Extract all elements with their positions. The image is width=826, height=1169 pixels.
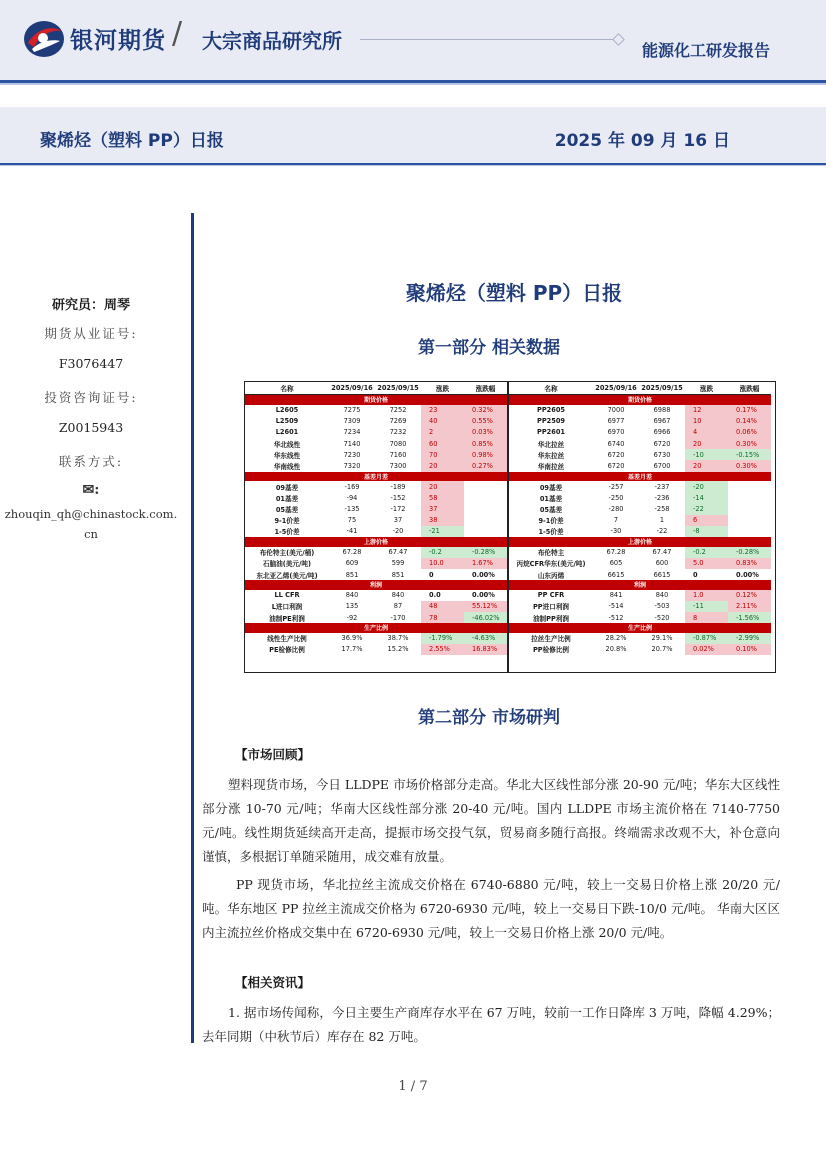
value-current: -514 — [608, 602, 624, 611]
value-current: 75 — [347, 516, 357, 525]
researcher: 研究员：周琴 — [51, 298, 130, 313]
change-value: 48 — [421, 601, 464, 612]
review-para-pp: PP 现货市场，华北拉丝主流成交价格在 6740-6880 元/吨，较上一交易日价格上涨 20/20 元/吨。华东地区 PP 拉丝主流成交价格为 6720-6930 元/吨，较上一交易日下跌-10/0 元/吨。 华南大区区内主流拉丝价格成交集中在 6720-6930 元/吨，较上一交易日价格上涨 20/0 元/吨。 — [202, 877, 780, 940]
change-value: 0.02% — [685, 644, 728, 655]
table-row — [509, 644, 771, 655]
value-current: 20.8% — [605, 645, 627, 654]
change-value: 70 — [421, 449, 464, 460]
table-row — [509, 558, 771, 569]
consult-value: Z0015943 — [58, 420, 124, 435]
table-row — [509, 612, 771, 623]
pe-table — [245, 382, 509, 672]
row-name: 1-5价差 — [274, 528, 300, 537]
column-header: 2025/09/15 — [639, 382, 685, 395]
change-value: -8 — [685, 526, 728, 537]
report-type: 能源化工研发报告 — [641, 41, 770, 60]
change-percent: 0.83% — [728, 558, 771, 569]
change-value: 12 — [685, 405, 728, 416]
table-row — [509, 438, 771, 449]
change-value: -21 — [421, 526, 464, 537]
row-name: LL CFR — [274, 591, 300, 600]
row-name: 布伦特主(美元/桶) — [259, 549, 315, 558]
change-value: 0.0 — [429, 591, 441, 600]
change-value: 40 — [421, 416, 464, 427]
change-percent: -0.15% — [728, 449, 771, 460]
section-label: 基差月差 — [509, 472, 771, 482]
change-value: 10.0 — [421, 558, 464, 569]
value-previous: 6720 — [653, 439, 671, 448]
table-header-row — [509, 382, 771, 395]
change-percent — [728, 515, 771, 526]
change-percent: 0.10% — [728, 644, 771, 655]
row-name: 华东线性 — [273, 451, 301, 460]
section-label: 利润 — [509, 580, 771, 590]
value-current: 7000 — [607, 406, 625, 415]
row-name: 01基差 — [539, 494, 563, 503]
change-percent: 16.83% — [464, 644, 507, 655]
column-header: 涨跌幅 — [464, 382, 507, 395]
value-current: 841 — [609, 591, 623, 600]
table-row — [245, 601, 507, 612]
section-label: 期货价格 — [245, 395, 507, 405]
table-row — [245, 526, 507, 537]
table-row — [245, 460, 507, 471]
value-previous: 6967 — [653, 417, 671, 426]
data-table — [244, 381, 776, 673]
change-value: 37 — [421, 504, 464, 515]
value-previous: 600 — [655, 559, 669, 568]
page-number: 1 / 7 — [398, 1079, 428, 1094]
value-previous: 7232 — [389, 428, 407, 437]
value-previous: 851 — [391, 570, 405, 579]
mail-icon: ✉: — [82, 482, 100, 498]
section-row — [245, 472, 507, 482]
change-percent: 0.00% — [472, 570, 495, 579]
change-value: 4 — [685, 427, 728, 438]
change-percent — [728, 481, 771, 492]
row-name: 山东丙烯 — [537, 571, 565, 580]
row-name: 9-1价差 — [538, 517, 564, 526]
row-name: PE检修比例 — [269, 646, 305, 655]
value-previous: -172 — [390, 505, 406, 514]
row-name: 09基差 — [275, 483, 299, 492]
change-percent: 0.00% — [736, 570, 759, 579]
table-row — [509, 416, 771, 427]
row-name: 东北亚乙烯(美元/吨) — [256, 571, 318, 580]
section-row — [509, 580, 771, 590]
row-name: 布伦特主 — [537, 549, 565, 558]
table-row — [509, 547, 771, 558]
section-row — [245, 537, 507, 547]
value-previous: 1 — [659, 516, 665, 525]
table-row — [245, 416, 507, 427]
value-previous: -170 — [390, 613, 406, 622]
change-percent — [464, 481, 507, 492]
change-value: 78 — [421, 612, 464, 623]
value-current: 6977 — [607, 417, 625, 426]
value-previous: 840 — [391, 591, 405, 600]
change-percent: 0.55% — [464, 416, 507, 427]
table-row — [509, 504, 771, 515]
row-name: PP进口利润 — [532, 603, 570, 612]
table-row — [509, 633, 771, 644]
main-title: 聚烯烃（塑料 PP）日报 — [405, 281, 623, 305]
row-name: 油制PP利润 — [532, 614, 570, 623]
header-divider: / — [172, 16, 183, 51]
sidebar-divider — [191, 213, 194, 1043]
change-value: 2 — [421, 427, 464, 438]
title-bar-rule-light — [0, 165, 826, 166]
change-percent: 0.30% — [728, 438, 771, 449]
value-current: 6720 — [607, 450, 625, 459]
value-current: 6740 — [607, 439, 625, 448]
row-name: 华南拉丝 — [537, 463, 565, 472]
review-para-pe: 塑料现货市场，今日 LLDPE 市场价格部分走高。华北大区线性部分涨 20-90 元/吨；华东大区线性部分涨 10-70 元/吨；华南大区线性部分涨 20-40 元/吨。国内 LLDPE 市场主流价格在 7140-7750 元/吨。线性期货延续高开走高，提振市场交投气氛，贸易商多随行高报。终端需求改观不大，补仓意向谨慎，多根据订单随采随用，成交难有放量。 — [202, 777, 780, 864]
change-value: -22 — [685, 504, 728, 515]
row-name: 油制PE利润 — [269, 614, 305, 623]
row-name: 05基差 — [539, 506, 563, 515]
value-current: 6970 — [607, 428, 625, 437]
row-name: 华南线性 — [273, 463, 301, 472]
section-label: 期货价格 — [509, 395, 771, 405]
doc-date: 2025 年 09 月 16 日 — [554, 131, 730, 151]
value-previous: 6615 — [653, 570, 671, 579]
table-row — [509, 601, 771, 612]
news-para-1: 1. 据市场传闻称，今日主要生产商库存水平在 67 万吨，较前一工作日降库 3 万吨，降幅 4.29%；去年同期（中秋节后）库存在 82 万吨。 — [202, 1005, 780, 1044]
change-value: -0.87% — [685, 633, 728, 644]
change-percent: 0.30% — [728, 460, 771, 471]
table-row — [245, 644, 507, 655]
review-heading: 【市场回顾】 — [235, 747, 311, 762]
value-current: 609 — [345, 559, 359, 568]
row-name: 石脑油(美元/吨) — [263, 560, 311, 569]
value-current: 605 — [609, 559, 623, 568]
section-row — [245, 623, 507, 633]
part1-heading: 第一部分 相关数据 — [418, 338, 560, 358]
row-name: PP检修比例 — [532, 646, 570, 655]
change-value: 1.0 — [685, 590, 728, 601]
table-row — [245, 427, 507, 438]
row-name: 线性生产比例 — [267, 635, 307, 644]
value-current: -257 — [608, 482, 624, 491]
row-name: L2509 — [275, 417, 299, 426]
value-current: 851 — [345, 570, 359, 579]
row-name: L进口利润 — [271, 603, 303, 612]
change-percent — [728, 492, 771, 503]
license-label: 期货从业证号: — [44, 326, 138, 341]
consult-label: 投资咨询证号: — [44, 390, 138, 405]
value-current: -250 — [608, 493, 624, 502]
change-percent: 2.11% — [728, 601, 771, 612]
change-percent: -0.28% — [464, 547, 507, 558]
part2-heading: 第二部分 市场研判 — [418, 708, 560, 728]
value-previous: 20.7% — [651, 645, 673, 654]
change-percent: 0.17% — [728, 405, 771, 416]
column-header: 2025/09/16 — [329, 382, 375, 395]
value-current: 7275 — [343, 406, 361, 415]
table-row — [509, 526, 771, 537]
column-header: 名称 — [509, 382, 593, 395]
section-label: 利润 — [245, 580, 507, 590]
table-row — [245, 504, 507, 515]
value-previous: 6730 — [653, 450, 671, 459]
value-current: 7309 — [343, 417, 361, 426]
row-name: 华北线性 — [273, 440, 301, 449]
page-header — [0, 0, 826, 80]
change-value: -0.2 — [421, 547, 464, 558]
change-percent: 0.85% — [464, 438, 507, 449]
value-current: 28.2% — [605, 634, 627, 643]
change-value: 20 — [685, 438, 728, 449]
section-row — [509, 623, 771, 633]
value-previous: 7269 — [389, 417, 407, 426]
value-current: 7234 — [343, 428, 361, 437]
row-name: PP2509 — [536, 417, 566, 426]
value-previous: 7160 — [389, 450, 407, 459]
value-previous: 7080 — [389, 439, 407, 448]
table-row — [245, 612, 507, 623]
row-name: 拉丝生产比例 — [531, 635, 571, 644]
section-row — [509, 395, 771, 405]
table-row — [245, 558, 507, 569]
change-value: 58 — [421, 492, 464, 503]
row-name: 05基差 — [275, 506, 299, 515]
value-current: -30 — [610, 527, 622, 536]
change-value: 8 — [685, 612, 728, 623]
sidebar — [0, 290, 182, 544]
section-row — [509, 472, 771, 482]
value-previous: 37 — [393, 516, 403, 525]
change-value: 20 — [421, 481, 464, 492]
table-row — [509, 427, 771, 438]
change-percent: 55.12% — [464, 601, 507, 612]
value-current: -41 — [346, 527, 358, 536]
institute-name: 大宗商品研究所 — [202, 29, 342, 53]
change-value: -11 — [685, 601, 728, 612]
value-previous: -237 — [654, 482, 670, 491]
change-value: 0 — [429, 570, 434, 579]
table-row — [245, 492, 507, 503]
license-value: F3076447 — [58, 356, 124, 371]
change-percent — [464, 515, 507, 526]
value-current: 7 — [613, 516, 619, 525]
column-header: 涨跌幅 — [728, 382, 771, 395]
change-percent: 0.03% — [464, 427, 507, 438]
value-previous: 7252 — [389, 406, 407, 415]
row-name: PP2605 — [536, 406, 566, 415]
table-row — [509, 460, 771, 471]
value-previous: 67.47 — [388, 548, 408, 557]
value-current: -280 — [608, 505, 624, 514]
change-value: 2.55% — [421, 644, 464, 655]
header-band-light — [0, 83, 826, 85]
change-value: 5.0 — [685, 558, 728, 569]
column-header: 涨跌 — [685, 382, 728, 395]
change-percent: 0.00% — [472, 591, 495, 600]
change-value: 38 — [421, 515, 464, 526]
change-percent: 0.14% — [728, 416, 771, 427]
section-label: 基差月差 — [245, 472, 507, 482]
table-row — [245, 438, 507, 449]
column-header: 涨跌 — [421, 382, 464, 395]
column-header: 名称 — [245, 382, 329, 395]
value-current: -169 — [344, 482, 360, 491]
value-previous: 6966 — [653, 428, 671, 437]
brand-name: 银河期货 — [70, 28, 166, 54]
value-previous: 6700 — [653, 462, 671, 471]
table-row — [509, 569, 771, 580]
row-name: 丙烷CFR华东(美元/吨) — [516, 560, 586, 569]
table-row — [509, 492, 771, 503]
section-label: 生产比例 — [509, 623, 771, 633]
table-row — [245, 590, 507, 601]
change-value: 6 — [685, 515, 728, 526]
table-row — [245, 481, 507, 492]
value-previous: 15.2% — [387, 645, 409, 654]
contact-label: 联系方式: — [58, 454, 124, 469]
value-previous: -258 — [654, 505, 670, 514]
value-current: -94 — [346, 493, 358, 502]
change-percent — [464, 504, 507, 515]
change-percent: -0.28% — [728, 547, 771, 558]
change-value: 20 — [685, 460, 728, 471]
row-name: 1-5价差 — [538, 528, 564, 537]
row-name: 01基差 — [275, 494, 299, 503]
table-row — [245, 515, 507, 526]
table-row — [245, 405, 507, 416]
doc-title: 聚烯烃（塑料 PP）日报 — [40, 131, 224, 151]
value-previous: 87 — [393, 602, 403, 611]
value-previous: -520 — [654, 613, 670, 622]
change-percent — [728, 504, 771, 515]
value-previous: 67.47 — [652, 548, 672, 557]
row-name: PP CFR — [537, 591, 565, 600]
change-value: 20 — [421, 460, 464, 471]
row-name: 华东拉丝 — [537, 451, 565, 460]
value-current: 6615 — [607, 570, 625, 579]
change-value: -0.2 — [685, 547, 728, 558]
value-current: 36.9% — [341, 634, 363, 643]
value-current: 7140 — [343, 439, 361, 448]
change-percent: -2.99% — [728, 633, 771, 644]
change-percent: 0.12% — [728, 590, 771, 601]
change-value: 0 — [693, 570, 698, 579]
change-percent: 0.32% — [464, 405, 507, 416]
row-name: 09基差 — [539, 483, 563, 492]
value-current: 67.28 — [606, 548, 626, 557]
table-row — [509, 590, 771, 601]
value-current: 135 — [345, 602, 359, 611]
row-name: 9-1价差 — [274, 517, 300, 526]
row-name: PP2601 — [536, 428, 566, 437]
value-current: -92 — [346, 613, 358, 622]
table-row — [245, 569, 507, 580]
change-percent: -46.02% — [464, 612, 507, 623]
column-header: 2025/09/16 — [593, 382, 639, 395]
change-percent — [728, 526, 771, 537]
change-percent: -1.56% — [728, 612, 771, 623]
value-current: -512 — [608, 613, 624, 622]
change-percent: 0.06% — [728, 427, 771, 438]
value-current: 67.28 — [342, 548, 362, 557]
value-previous: 599 — [391, 559, 405, 568]
value-previous: 29.1% — [651, 634, 673, 643]
row-name: 华北拉丝 — [537, 440, 565, 449]
header-rule — [360, 39, 620, 40]
change-percent — [464, 492, 507, 503]
table-row — [245, 449, 507, 460]
table-row — [245, 547, 507, 558]
change-percent: 0.98% — [464, 449, 507, 460]
pp-table — [509, 382, 771, 672]
value-current: 840 — [345, 591, 359, 600]
change-value: -1.79% — [421, 633, 464, 644]
value-previous: 38.7% — [387, 634, 409, 643]
table-row — [509, 515, 771, 526]
value-previous: 6988 — [653, 406, 671, 415]
value-current: 7230 — [343, 450, 361, 459]
change-value: 23 — [421, 405, 464, 416]
yinhe-logo-icon — [22, 19, 66, 59]
value-previous: -22 — [656, 527, 668, 536]
column-header: 2025/09/15 — [375, 382, 421, 395]
value-previous: -189 — [390, 482, 406, 491]
value-previous: -20 — [392, 527, 404, 536]
table-header-row — [245, 382, 507, 395]
section-row — [245, 395, 507, 405]
change-value: -10 — [685, 449, 728, 460]
row-name: L2605 — [275, 406, 299, 415]
value-previous: 7300 — [389, 462, 407, 471]
value-previous: -236 — [654, 493, 670, 502]
value-previous: -503 — [654, 602, 670, 611]
table-row — [245, 633, 507, 644]
change-percent: 1.67% — [464, 558, 507, 569]
section-row — [245, 580, 507, 590]
value-previous: -152 — [390, 493, 406, 502]
table-row — [509, 449, 771, 460]
table-row — [509, 405, 771, 416]
news-heading: 【相关资讯】 — [235, 975, 311, 990]
section-label: 上游价格 — [509, 537, 771, 547]
section-label: 上游价格 — [245, 537, 507, 547]
email-link[interactable]: zhouqin_qh@chinastock.com.cn — [4, 507, 178, 541]
diamond-icon — [612, 33, 625, 46]
value-current: -135 — [344, 505, 360, 514]
value-current: 7320 — [343, 462, 361, 471]
row-name: L2601 — [275, 428, 299, 437]
value-previous: 840 — [655, 591, 669, 600]
change-percent: -4.63% — [464, 633, 507, 644]
value-current: 17.7% — [341, 645, 363, 654]
change-percent: 0.27% — [464, 460, 507, 471]
change-value: -14 — [685, 492, 728, 503]
change-value: -20 — [685, 481, 728, 492]
change-value: 10 — [685, 416, 728, 427]
table-row — [509, 481, 771, 492]
value-current: 6720 — [607, 462, 625, 471]
section-row — [509, 537, 771, 547]
change-percent — [464, 526, 507, 537]
change-value: 60 — [421, 438, 464, 449]
section-label: 生产比例 — [245, 623, 507, 633]
